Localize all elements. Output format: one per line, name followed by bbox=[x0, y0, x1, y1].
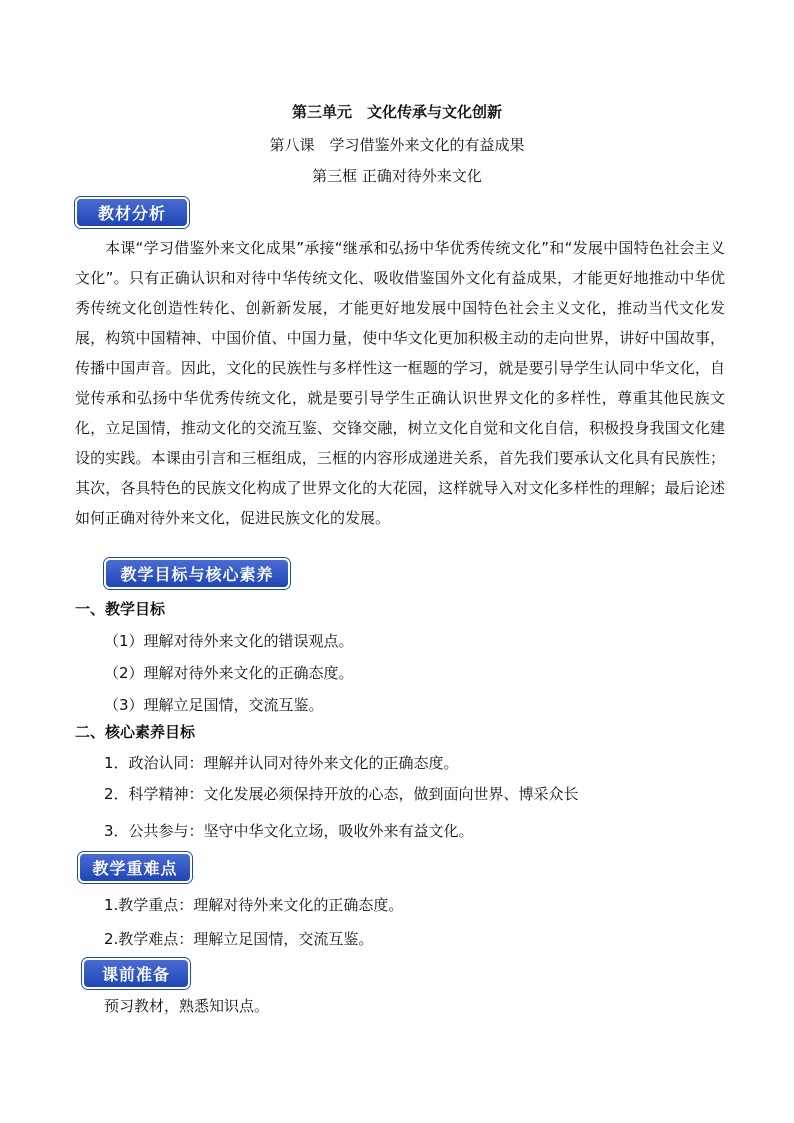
teaching-goals-heading: 一、教学目标 bbox=[75, 600, 166, 618]
lesson-title: 第八课 学习借鉴外来文化的有益成果 bbox=[269, 136, 525, 154]
keypoints-badge: 教学重难点 bbox=[78, 852, 192, 883]
analysis-paragraph: 本课“学习借鉴外来文化成果”承接“继承和弘扬中华优秀传统文化”和“发展中国特色社会主义文化”。只有正确认识和对待中华传统文化、吸收借鉴国外文化有益成果，才能更好地推动中华优秀传统文化创造性转化、创新新发展，才能更好地发展中国特色社会主义文化，推动当代文化发展，构筑中国精神、中国价值、中国力量，使中华文化更加积极主动的走向世界，讲好中国故事，传播中国声音。因此，文化的民族性与多样性这一框题的学习，就是要引导学生认同中华文化，自觉传承和弘扬中华优秀传统文化，就是要引导学生正确认识世界文化的多样性，尊重其他民族文化，立足国情，推动文化的交流互鉴、交锋交融，树立文化自觉和文化自信，积极投身我国文化建设的实践。本课由引言和三框组成，三框的内容形成递进关系，首先我们要承认文化具有民族性；其次，各具特色的民族文化构成了世界文化的大花园，这样就导入对文化多样性的理解；最后论述如何正确对待外来文化，促进民族文化的发展。 bbox=[75, 239, 725, 527]
goal-item: （2）理解对待外来文化的正确态度。 bbox=[104, 664, 354, 682]
preparation-text: 预习教材，熟悉知识点。 bbox=[104, 997, 270, 1015]
unit-title: 第三单元 文化传承与文化创新 bbox=[291, 103, 502, 121]
analysis-badge: 教材分析 bbox=[75, 197, 189, 228]
keypoint-item: 1.教学重点：理解对待外来文化的正确态度。 bbox=[104, 896, 404, 914]
literacy-item: 2．科学精神：文化发展必须保持开放的心态，做到面向世界、博采众长 bbox=[104, 785, 579, 803]
goal-item: （1）理解对待外来文化的错误观点。 bbox=[104, 632, 354, 650]
frame-title: 第三框 正确对待外来文化 bbox=[312, 167, 482, 185]
objectives-badge: 教学目标与核心素养 bbox=[104, 558, 290, 589]
keypoint-item: 2.教学难点：理解立足国情，交流互鉴。 bbox=[104, 930, 374, 948]
goal-item: （3）理解立足国情，交流互鉴。 bbox=[104, 696, 324, 714]
preparation-badge: 课前准备 bbox=[82, 958, 190, 989]
literacy-item: 1．政治认同：理解并认同对待外来文化的正确态度。 bbox=[104, 754, 459, 772]
literacy-item: 3．公共参与：坚守中华文化立场，吸收外来有益文化。 bbox=[104, 822, 474, 840]
core-literacy-heading: 二、核心素养目标 bbox=[75, 723, 196, 741]
